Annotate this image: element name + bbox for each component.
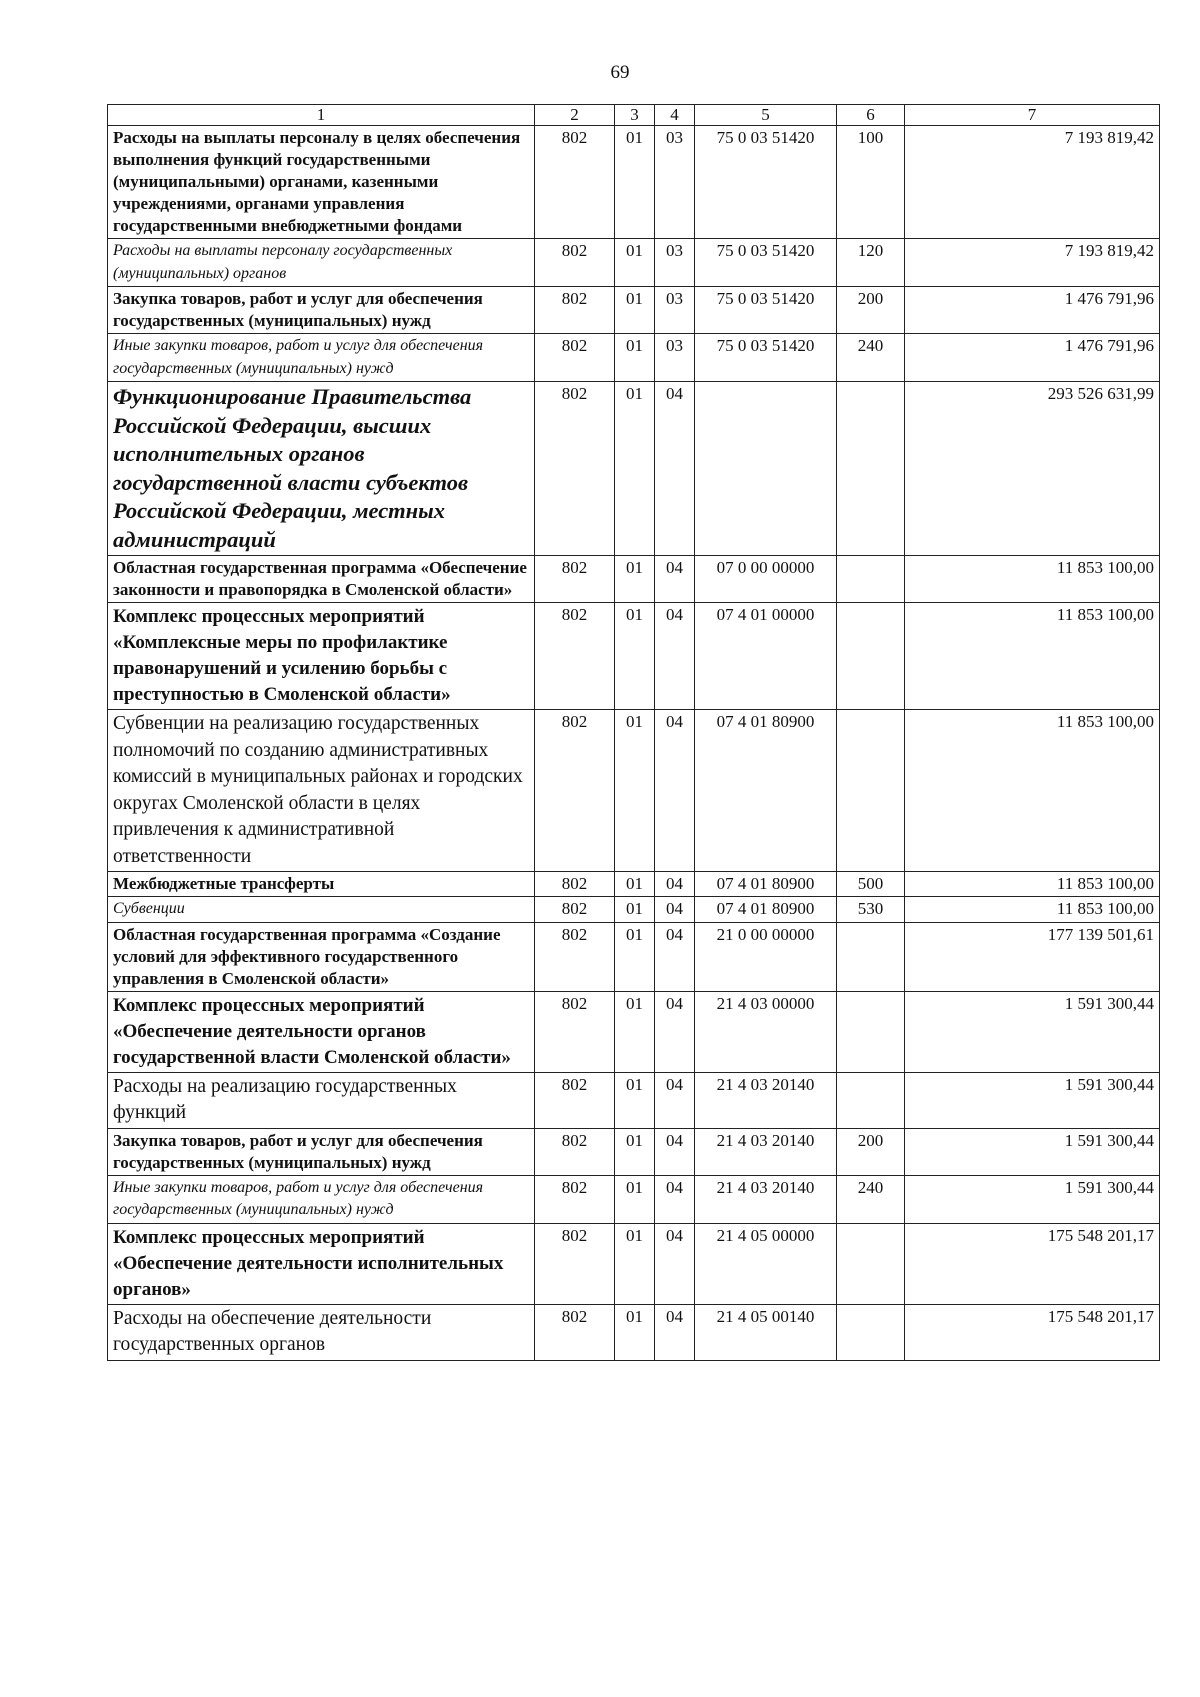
amount: 11 853 100,00 (905, 556, 1160, 603)
expense-type-code: 200 (837, 1128, 905, 1175)
amount: 11 853 100,00 (905, 897, 1160, 923)
table-row (108, 382, 1160, 556)
column-header-6: 6 (837, 105, 905, 126)
subsection-code: 04 (655, 1128, 695, 1175)
amount: 175 548 201,17 (905, 1223, 1160, 1304)
ministry-code: 802 (535, 126, 615, 239)
table-row (108, 1128, 1160, 1175)
subsection-code: 03 (655, 126, 695, 239)
expense-type-code: 240 (837, 334, 905, 382)
table-row (108, 1175, 1160, 1223)
item-name: Функционирование Правительства Российской Федерации, высших исполнительных органов государственной власти субъектов Российской Федерации, местных администраций (108, 382, 535, 556)
amount: 1 591 300,44 (905, 991, 1160, 1072)
amount: 175 548 201,17 (905, 1304, 1160, 1360)
target-article-code: 21 4 03 20140 (695, 1072, 837, 1128)
table-row (108, 1223, 1160, 1304)
section-code: 01 (615, 287, 655, 334)
expense-type-code (837, 603, 905, 710)
subsection-code: 04 (655, 1223, 695, 1304)
expense-type-code: 100 (837, 126, 905, 239)
amount: 1 591 300,44 (905, 1128, 1160, 1175)
table-row (108, 897, 1160, 923)
target-article-code: 75 0 03 51420 (695, 126, 837, 239)
target-article-code (695, 382, 837, 556)
expense-type-code (837, 991, 905, 1072)
table-row (108, 1304, 1160, 1360)
target-article-code: 07 4 01 80900 (695, 872, 837, 897)
ministry-code: 802 (535, 1128, 615, 1175)
target-article-code: 07 4 01 80900 (695, 710, 837, 872)
subsection-code: 04 (655, 991, 695, 1072)
amount: 7 193 819,42 (905, 126, 1160, 239)
item-name: Иные закупки товаров, работ и услуг для обеспечения государственных (муниципальных) нужд (108, 334, 535, 382)
section-code: 01 (615, 382, 655, 556)
table-row (108, 603, 1160, 710)
column-header-2: 2 (535, 105, 615, 126)
amount: 1 591 300,44 (905, 1072, 1160, 1128)
amount: 1 591 300,44 (905, 1175, 1160, 1223)
expense-type-code (837, 1304, 905, 1360)
item-name: Закупка товаров, работ и услуг для обеспечения государственных (муниципальных) нужд (108, 1128, 535, 1175)
expense-type-code: 530 (837, 897, 905, 923)
item-name: Комплекс процессных мероприятий «Комплексные меры по профилактике правонарушений и усилению борьбы с преступностью в Смоленской области» (108, 603, 535, 710)
ministry-code: 802 (535, 334, 615, 382)
item-name: Комплекс процессных мероприятий «Обеспечение деятельности органов государственной власти Смоленской области» (108, 991, 535, 1072)
expense-type-code (837, 1072, 905, 1128)
subsection-code: 04 (655, 1175, 695, 1223)
ministry-code: 802 (535, 603, 615, 710)
subsection-code: 04 (655, 897, 695, 923)
budget-table (107, 104, 1160, 1361)
ministry-code: 802 (535, 710, 615, 872)
table-row (108, 126, 1160, 239)
ministry-code: 802 (535, 991, 615, 1072)
amount: 7 193 819,42 (905, 239, 1160, 287)
amount: 1 476 791,96 (905, 287, 1160, 334)
subsection-code: 04 (655, 710, 695, 872)
expense-type-code: 200 (837, 287, 905, 334)
section-code: 01 (615, 991, 655, 1072)
ministry-code: 802 (535, 872, 615, 897)
item-name: Субвенции на реализацию государственных полномочий по созданию административных комиссий в муниципальных районах и городских округах Смоленской области в целях привлечения к административной ответственности (108, 710, 535, 872)
page-number: 69 (610, 62, 630, 83)
target-article-code: 21 4 05 00000 (695, 1223, 837, 1304)
table-row (108, 287, 1160, 334)
table-row (108, 872, 1160, 897)
target-article-code: 21 4 03 20140 (695, 1128, 837, 1175)
amount: 177 139 501,61 (905, 922, 1160, 991)
subsection-code: 04 (655, 1304, 695, 1360)
expense-type-code (837, 1223, 905, 1304)
expense-type-code: 240 (837, 1175, 905, 1223)
section-code: 01 (615, 1175, 655, 1223)
column-header-1: 1 (108, 105, 535, 126)
item-name: Расходы на выплаты персоналу государственных (муниципальных) органов (108, 239, 535, 287)
column-header-5: 5 (695, 105, 837, 126)
target-article-code: 21 4 05 00140 (695, 1304, 837, 1360)
ministry-code: 802 (535, 382, 615, 556)
subsection-code: 04 (655, 556, 695, 603)
subsection-code: 04 (655, 872, 695, 897)
amount: 11 853 100,00 (905, 603, 1160, 710)
item-name: Областная государственная программа «Обеспечение законности и правопорядка в Смоленской области» (108, 556, 535, 603)
column-header-3: 3 (615, 105, 655, 126)
ministry-code: 802 (535, 897, 615, 923)
amount: 11 853 100,00 (905, 872, 1160, 897)
expense-type-code (837, 922, 905, 991)
target-article-code: 07 4 01 80900 (695, 897, 837, 923)
target-article-code: 75 0 03 51420 (695, 239, 837, 287)
item-name: Межбюджетные трансферты (108, 872, 535, 897)
header-row (108, 105, 1160, 126)
subsection-code: 03 (655, 334, 695, 382)
item-name: Расходы на обеспечение деятельности государственных органов (108, 1304, 535, 1360)
subsection-code: 04 (655, 382, 695, 556)
item-name: Комплекс процессных мероприятий «Обеспечение деятельности исполнительных органов» (108, 1223, 535, 1304)
ministry-code: 802 (535, 922, 615, 991)
target-article-code: 75 0 03 51420 (695, 334, 837, 382)
expense-type-code (837, 710, 905, 872)
target-article-code: 07 0 00 00000 (695, 556, 837, 603)
item-name: Расходы на реализацию государственных функций (108, 1072, 535, 1128)
ministry-code: 802 (535, 556, 615, 603)
item-name: Областная государственная программа «Создание условий для эффективного государственного управления в Смоленской области» (108, 922, 535, 991)
section-code: 01 (615, 556, 655, 603)
subsection-code: 04 (655, 1072, 695, 1128)
subsection-code: 03 (655, 287, 695, 334)
column-header-4: 4 (655, 105, 695, 126)
ministry-code: 802 (535, 287, 615, 334)
item-name: Расходы на выплаты персоналу в целях обеспечения выполнения функций государственными (муниципальными) органами, казенными учреждениями, органами управления государственными внебюджетными фондами (108, 126, 535, 239)
amount: 293 526 631,99 (905, 382, 1160, 556)
ministry-code: 802 (535, 1175, 615, 1223)
expense-type-code (837, 382, 905, 556)
section-code: 01 (615, 1072, 655, 1128)
target-article-code: 21 4 03 20140 (695, 1175, 837, 1223)
section-code: 01 (615, 922, 655, 991)
table-body (108, 105, 1160, 1361)
section-code: 01 (615, 239, 655, 287)
section-code: 01 (615, 126, 655, 239)
item-name: Закупка товаров, работ и услуг для обеспечения государственных (муниципальных) нужд (108, 287, 535, 334)
subsection-code: 04 (655, 603, 695, 710)
ministry-code: 802 (535, 239, 615, 287)
ministry-code: 802 (535, 1072, 615, 1128)
table-row (108, 556, 1160, 603)
table-row (108, 239, 1160, 287)
target-article-code: 75 0 03 51420 (695, 287, 837, 334)
section-code: 01 (615, 1128, 655, 1175)
section-code: 01 (615, 872, 655, 897)
table-row (108, 710, 1160, 872)
target-article-code: 07 4 01 00000 (695, 603, 837, 710)
ministry-code: 802 (535, 1223, 615, 1304)
ministry-code: 802 (535, 1304, 615, 1360)
table-row (108, 922, 1160, 991)
expense-type-code (837, 556, 905, 603)
item-name: Иные закупки товаров, работ и услуг для обеспечения государственных (муниципальных) нужд (108, 1175, 535, 1223)
section-code: 01 (615, 1223, 655, 1304)
section-code: 01 (615, 603, 655, 710)
subsection-code: 03 (655, 239, 695, 287)
section-code: 01 (615, 897, 655, 923)
item-name: Субвенции (108, 897, 535, 923)
section-code: 01 (615, 334, 655, 382)
section-code: 01 (615, 710, 655, 872)
table-row (108, 1072, 1160, 1128)
subsection-code: 04 (655, 922, 695, 991)
table-row (108, 991, 1160, 1072)
target-article-code: 21 0 00 00000 (695, 922, 837, 991)
expense-type-code: 120 (837, 239, 905, 287)
amount: 11 853 100,00 (905, 710, 1160, 872)
table-row (108, 334, 1160, 382)
section-code: 01 (615, 1304, 655, 1360)
amount: 1 476 791,96 (905, 334, 1160, 382)
expense-type-code: 500 (837, 872, 905, 897)
target-article-code: 21 4 03 00000 (695, 991, 837, 1072)
column-header-7: 7 (905, 105, 1160, 126)
